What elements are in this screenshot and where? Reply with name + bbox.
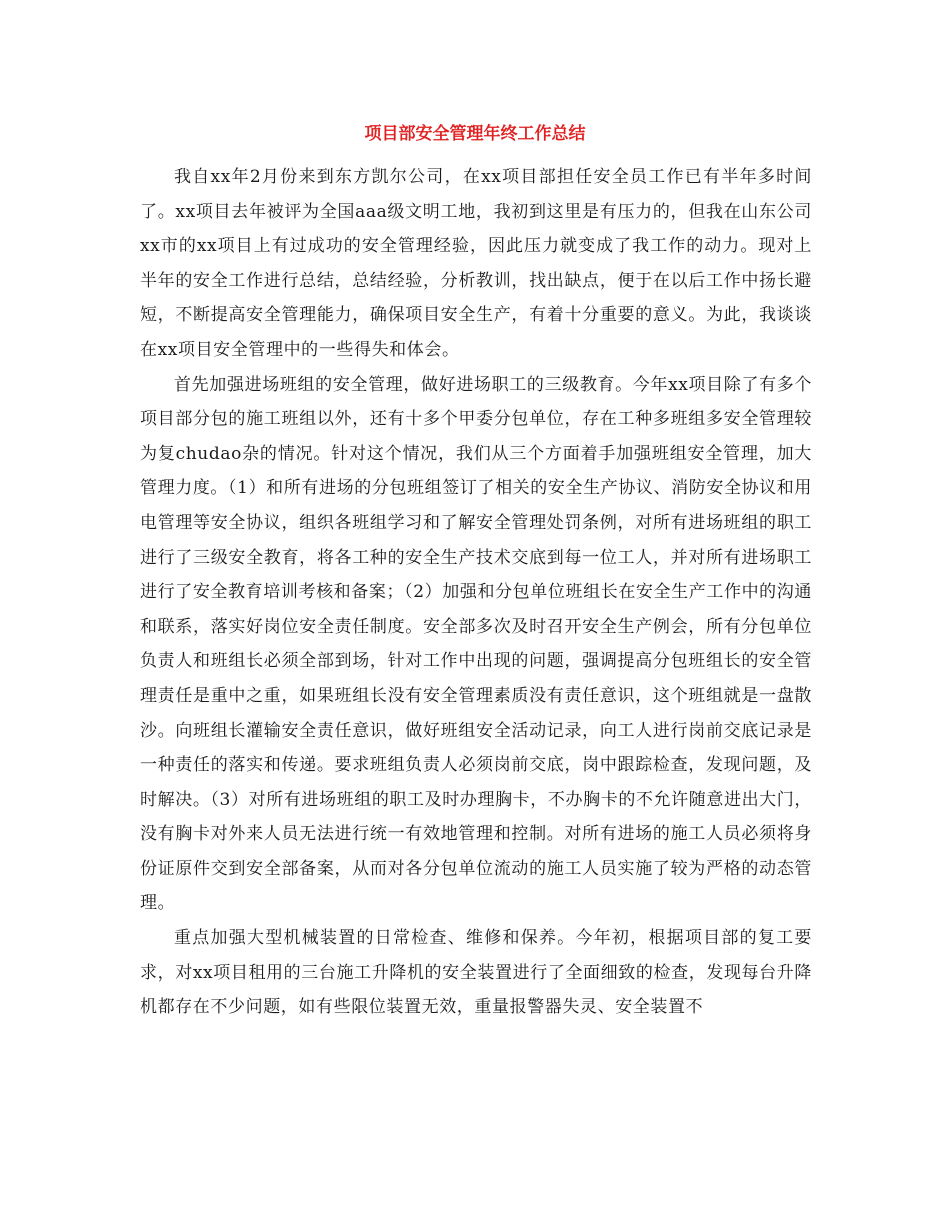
document-body [140, 160, 812, 1025]
document-title: 项目部安全管理年终工作总结 [364, 124, 586, 144]
paragraph-team-management: 首先加强进场班组的安全管理，做好进场职工的三级教育。今年xx项目除了有多个项目部分包的施工班组以外，还有十多个甲委分包单位，存在工种多班组多安全管理较为复chudao杂的情况。针对这个情况，我们从三个方面着手加强班组安全管理，加大管理力度。（1）和所有进场的分包班组签订了相关的安全生产协议、消防安全协议和用电管理等安全协议，组织各班组学习和了解安全管理处罚条例，对所有进场班组的职工进行了三级安全教育，将各工种的安全生产技术交底到每一位工人，并对所有进场职工进行了安全教育培训考核和备案；（2）加强和分包单位班组长在安全生产工作中的沟通和联系，落实好岗位安全责任制度。安全部多次及时召开安全生产例会，所有分包单位负责人和班组长必须全部到场，针对工作中出现的问题，强调提高分包班组长的安全管理责任是重中之重，如果班组长没有安全管理素质没有责任意识，这个班组就是一盘散沙。向班组长灌输安全责任意识，做好班组安全活动记录，向工人进行岗前交底记录是一种责任的落实和传递。要求班组负责人必须岗前交底，岗中跟踪检查，发现问题，及时解决。（3）对所有进场班组的职工及时办理胸卡，不办胸卡的不允许随意进出大门，没有胸卡对外来人员无法进行统一有效地管理和控制。对所有进场的施工人员必须将身份证原件交到安全部备案，从而对各分包单位流动的施工人员实施了较为严格的动态管理。 [140, 374, 812, 914]
paragraph-intro: 我自xx年2月份来到东方凯尔公司，在xx项目部担任安全员工作已有半年多时间了。xx项目去年被评为全国aaa级文明工地，我初到这里是有压力的，但我在山东公司xx市的xx项目上有过成功的安全管理经验，因此压力就变成了我工作的动力。现对上半年的安全工作进行总结，总结经验，分析教训，找出缺点，便于在以后工作中扬长避短，不断提高安全管理能力，确保项目安全生产，有着十分重要的意义。为此，我谈谈在xx项目安全管理中的一些得失和体会。 [140, 167, 812, 360]
paragraph-machinery-inspection: 重点加强大型机械装置的日常检查、维修和保养。今年初，根据项目部的复工要求，对xx项目租用的三台施工升降机的安全装置进行了全面细致的检查，发现每台升降机都存在不少问题，如有些限位装置无效，重量报警器失灵、安全装置不 [140, 928, 812, 1018]
